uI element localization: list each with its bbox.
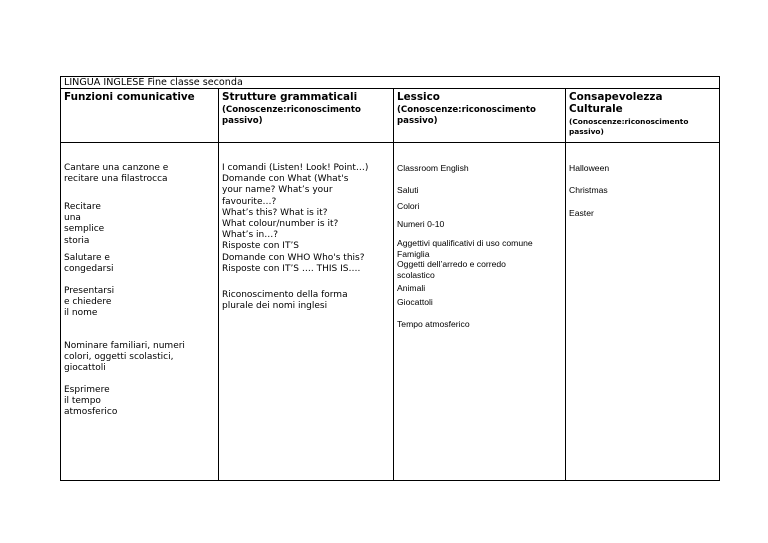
column-heading: Strutture grammaticali [222,91,358,103]
column-header [64,91,216,103]
column-funzioni [61,89,218,480]
column-strutture [218,89,393,480]
list-item: Presentarsi e chiedere il nome [64,286,115,319]
list-item: Numeri 0-10 [397,219,445,229]
list-item: I comandi (Listen! Look! Point…) Domande con What (What's your name? What’s your favourite…? What’s this? What is it? What colour/number is it? What’s in…? Risposte con IT’S Domande con WHO Who's this? Risposte con IT’S …. THIS IS…. [222,163,369,274]
list-item: Aggettivi qualificativi di uso comune Famiglia Oggetti dell’arredo e corredo scolastico [397,238,533,280]
header-divider [219,142,393,143]
list-item: Colori [397,201,420,211]
list-item: Tempo atmosferico [397,319,470,329]
column-header [222,91,391,127]
header-divider [394,142,565,143]
list-item: Esprimere il tempo atmosferico [64,385,118,418]
list-item: Cantare una canzone e recitare una filastrocca [64,163,169,185]
header-divider [61,142,218,143]
list-item: Saluti [397,185,419,195]
column-consapevolezza [565,89,720,480]
list-item: Classroom English [397,163,469,173]
header-divider [566,142,720,143]
table-title: LINGUA INGLESE Fine classe seconda [61,77,719,89]
column-subheading: (Conoscenze:riconoscimento passivo) [397,105,536,126]
column-heading: Funzioni comunicative [64,91,195,103]
list-item: Easter [569,208,594,218]
column-subheading: (Conoscenze:riconoscimento passivo) [222,105,361,126]
list-item: Recitare una semplice storia [64,202,105,246]
column-heading: Lessico [397,91,440,103]
list-item: Riconoscimento della forma plurale dei nomi inglesi [222,290,348,312]
column-subheading: (Conoscenze:riconoscimento passivo) [569,117,689,136]
list-item: Animali [397,283,426,293]
list-item: Nominare familiari, numeri colori, oggetti scolastici, giocattoli [64,341,185,374]
list-item: Salutare e congedarsi [64,253,114,275]
list-item: Halloween [569,163,610,173]
column-lessico [393,89,565,480]
column-heading: Consapevolezza Culturale [569,91,663,115]
curriculum-table [60,76,720,481]
column-header [397,91,563,127]
list-item: Christmas [569,185,608,195]
list-item: Giocattoli [397,297,433,307]
column-header [569,91,718,136]
